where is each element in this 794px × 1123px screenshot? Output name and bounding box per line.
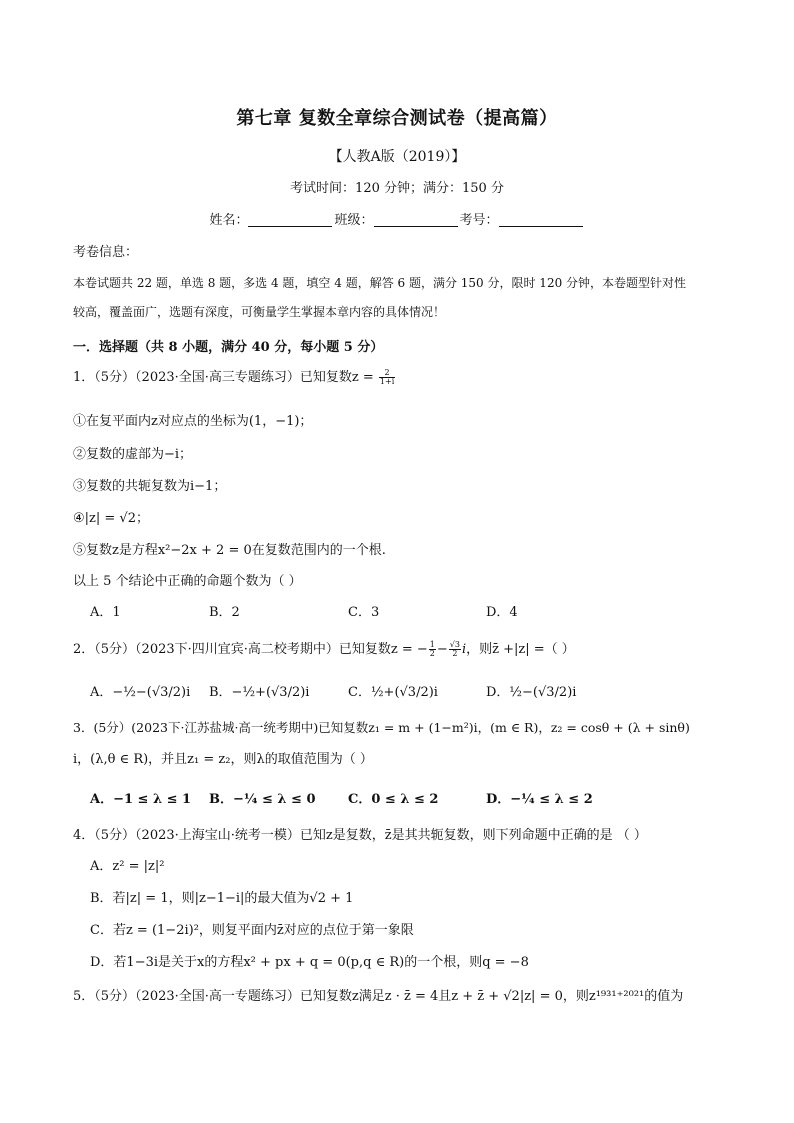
page-title: 第七章 复数全章综合测试卷（提高篇） [236,108,558,129]
q2-stem-text: 2．（5分）（2023下·四川宜宾·高二校考期中）已知复数z = − [73,642,428,657]
q1-statement-3: ③复数的共轭复数为i−1； [73,479,227,494]
info-line-1: 本卷试题共 22 题，单选 8 题，多选 4 题，填空 4 题，解答 6 题，满分 150 分，限时 120 分钟，本卷题型针对性 [73,276,687,290]
q2-stem-end: ，则z̄ +|z| =（ ） [466,642,575,657]
student-info-line [0,209,794,228]
q2-option-d[interactable]: D．½−(√3/2)i [486,685,577,700]
q1-statement-5: ⑤复数z是方程x²−2x + 2 = 0在复数范围内的一个根. [73,543,386,558]
q4-option-b[interactable]: B．若|z| = 1，则|z−1−i|的最大值为√2 + 1 [90,891,354,906]
question-3-line-1: 3．(5分）(2023下·江苏盐城·高一统考期中)已知复数z₁ = m + (1−m²)i，(m ∈ R)，z₂ = cosθ + (λ + sinθ) [73,720,690,735]
q1-statement-1: ①在复平面内z对应点的坐标为(1，−1)； [73,414,313,429]
q1-fraction [379,369,395,386]
q1-frac-num: 2 [379,369,395,378]
q2-frac-root3: $\frac{√3}{2}$ [449,640,460,658]
question-4-stem: 4．（5分）（2023·上海宝山·统考一模）已知z是复数，z̄是其共轭复数，则下列命题中正确的是 （ ） [73,828,647,843]
id-blank [499,212,583,227]
question-5-stem: 5．（5分）（2023·全国·高一专题练习）已知复数z满足z · z̄ = 4且z + z̄ + √2|z| = 0，则z¹⁹³¹⁺²⁰²¹的值为 [73,989,684,1004]
info-heading: 考卷信息： [73,245,139,260]
name-blank [248,212,332,227]
q3-option-b[interactable]: B．−¼ ≤ λ ≤ 0 [209,792,316,807]
question-1-stem [73,366,396,386]
q2-frac-half: $\frac{1}{2}$ [429,640,435,658]
exam-time: 考试时间：120 分钟；满分：150 分 [290,181,504,196]
q3-option-d[interactable]: D．−¼ ≤ λ ≤ 2 [486,792,593,807]
q3-option-a[interactable]: A．−1 ≤ λ ≤ 1 [90,792,192,807]
q2-option-b[interactable]: B．−½+(√3/2)i [209,685,310,700]
q2-option-c[interactable]: C．½+(√3/2)i [348,685,438,700]
class-blank [374,212,458,227]
q1-frac-den: 1+i [379,377,395,386]
q1-option-d[interactable]: D．4 [486,605,518,620]
q1-stem-text: 1．（5分）（2023·全国·高三专题练习）已知复数z = [73,370,378,385]
info-line-2: 较高，覆盖面广，选题有深度，可衡量学生掌握本章内容的具体情况！ [73,305,446,319]
q1-statement-2: ②复数的虚部为−i； [73,447,193,462]
q2-option-a[interactable]: A．−½−(√3/2)i [90,685,191,700]
q3-option-c[interactable]: C．0 ≤ λ ≤ 2 [348,792,439,807]
question-3-line-2: i，(λ,θ ∈ R)，并且z₁ = z₂，则λ的取值范围为（ ） [73,752,373,767]
q1-statement-4: ④|z| = √2； [73,511,149,526]
question-2-stem: 2．（5分）（2023下·四川宜宾·高二校考期中）已知复数z = − $\frac{1}{2}$ − $\frac{√3}{2}$ i，则z̄ +|z| =（ ） [73,640,575,658]
q4-option-d[interactable]: D．若1−3i是关于x的方程x² + px + q = 0(p,q ∈ R)的一个根，则q = −8 [90,955,529,970]
q1-option-a[interactable]: A．1 [90,605,121,620]
section-heading: 一．选择题（共 8 小题，满分 40 分，每小题 5 分） [73,340,384,355]
name-label: 姓名： [209,213,249,228]
q4-option-a[interactable]: A．z² = |z|² [90,859,165,874]
id-label: 考号： [459,213,499,228]
q1-option-b[interactable]: B．2 [209,605,240,620]
q1-option-c[interactable]: C．3 [348,605,380,620]
page-subtitle: 【人教A版（2019）】 [328,149,466,165]
class-label: 班级： [334,213,374,228]
q4-option-c[interactable]: C．若z = (1−2i)²，则复平面内z̄对应的点位于第一象限 [90,923,414,938]
q1-question: 以上 5 个结论中正确的命题个数为（ ） [73,574,302,589]
